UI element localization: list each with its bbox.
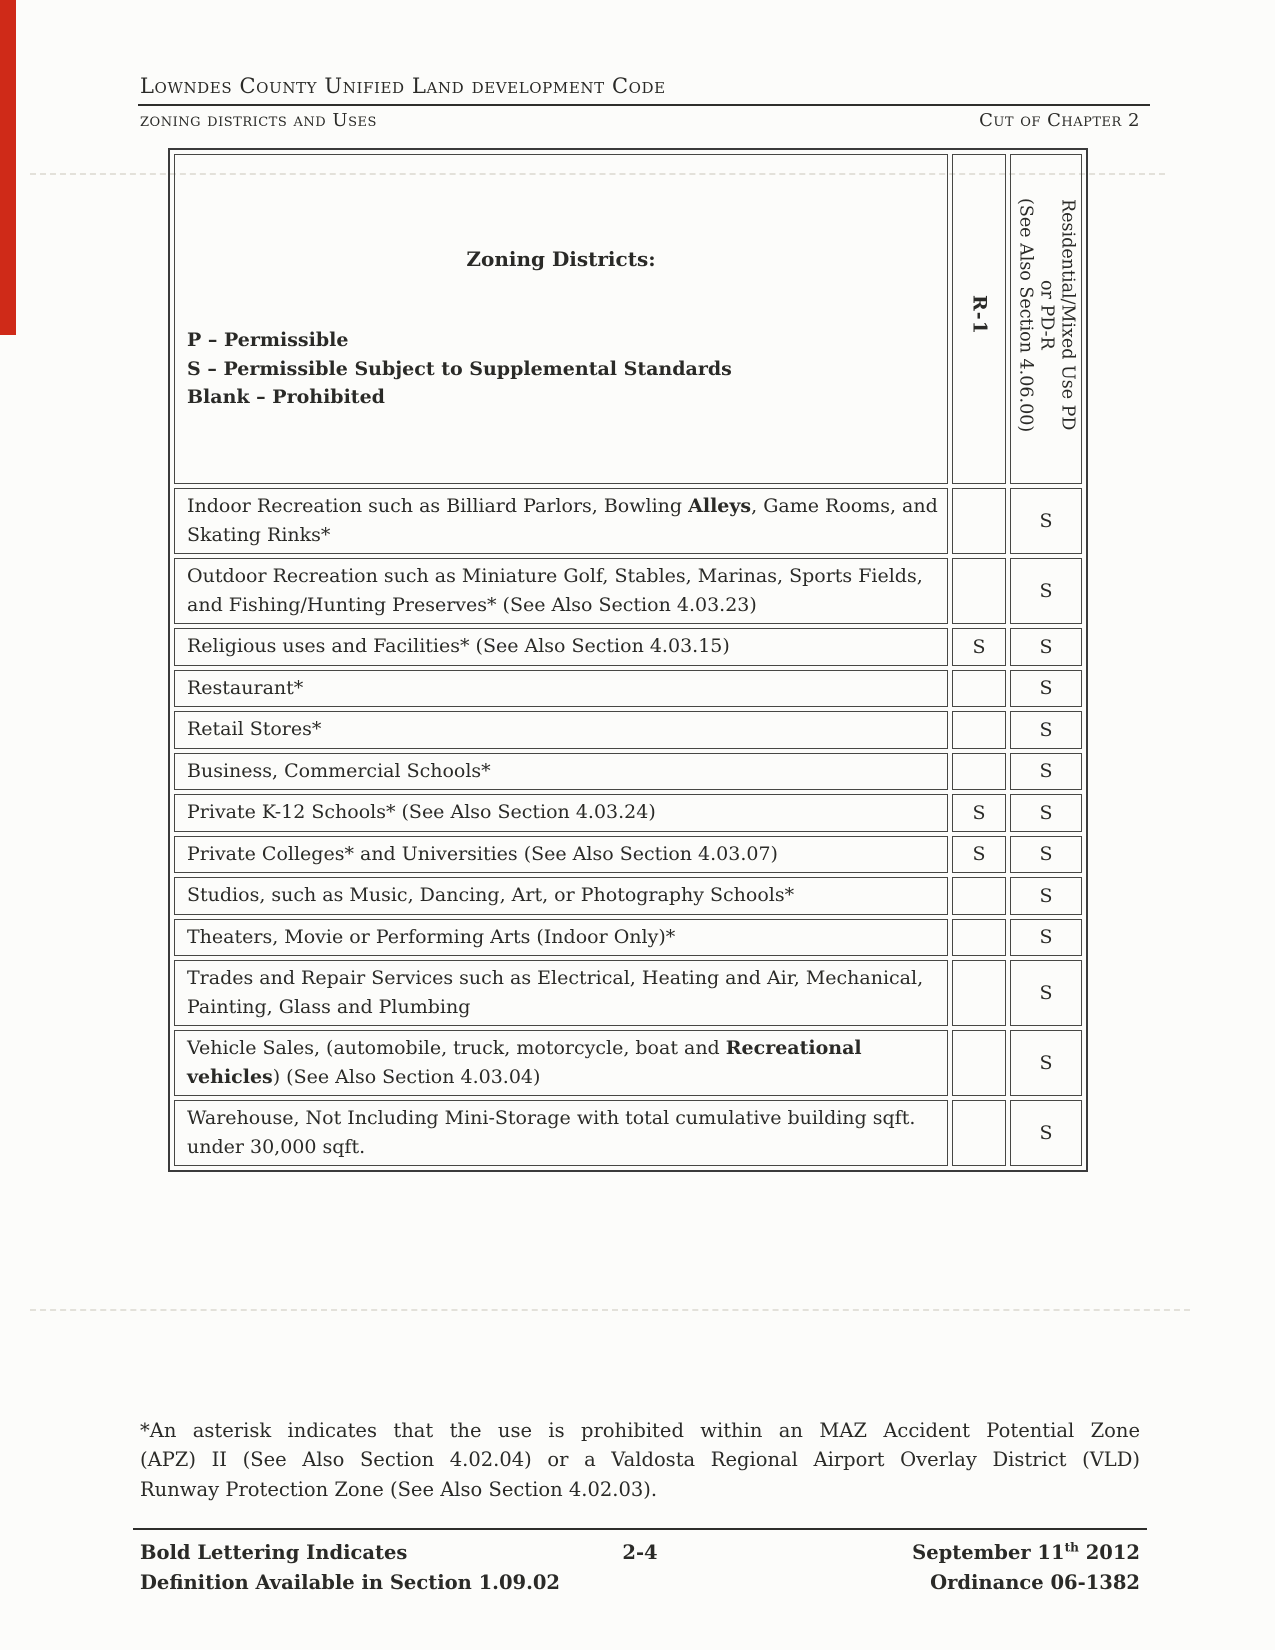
use-cell: Studios, such as Music, Dancing, Art, or Photography Schools* xyxy=(174,877,948,915)
column-header-r1: R-1 xyxy=(952,154,1006,484)
table-row xyxy=(174,794,1082,832)
footer-date: September 11th 2012 xyxy=(912,1540,1140,1564)
page-number: 2-4 xyxy=(622,1541,658,1564)
table-row xyxy=(174,753,1082,791)
pd-cell: S xyxy=(1010,711,1082,749)
pd-cell: S xyxy=(1010,488,1082,554)
table-title: Zoning Districts: xyxy=(466,247,656,272)
r1-cell xyxy=(952,1100,1006,1166)
table-legend xyxy=(185,326,937,412)
table-row xyxy=(174,711,1082,749)
legend-line: P – Permissible xyxy=(187,329,349,352)
legend-line: S – Permissible Subject to Supplemental Standards xyxy=(187,357,732,380)
use-cell: Private Colleges* and Universities (See Also Section 4.03.07) xyxy=(174,836,948,874)
use-cell: Private K-12 Schools* (See Also Section 4.03.24) xyxy=(174,794,948,832)
r1-cell: S xyxy=(952,836,1006,874)
footer-right xyxy=(912,1538,1140,1598)
r1-cell xyxy=(952,877,1006,915)
legend-line: Blank – Prohibited xyxy=(187,386,385,409)
use-cell: Restaurant* xyxy=(174,670,948,708)
footer-ordinance: Ordinance 06-1382 xyxy=(930,1571,1140,1595)
r1-cell xyxy=(952,1030,1006,1096)
table-row xyxy=(174,670,1082,708)
column-header-pd xyxy=(1010,154,1082,484)
pd-cell: S xyxy=(1010,836,1082,874)
table-row xyxy=(174,877,1082,915)
scan-red-margin-bar xyxy=(0,0,16,335)
pd-header-line: (See Also Section 4.06.00) xyxy=(1015,197,1036,432)
use-cell: Theaters, Movie or Performing Arts (Indoor Only)* xyxy=(174,919,948,957)
table-header-row xyxy=(174,154,1082,484)
pd-cell: S xyxy=(1010,753,1082,791)
document-title: Lowndes County Unified Land development Code xyxy=(140,74,666,98)
zoning-table xyxy=(168,148,1088,1172)
section-title-left: zoning districts and Uses xyxy=(140,110,377,131)
table-row xyxy=(174,558,1082,624)
pd-header-line: or PD-R xyxy=(1036,279,1057,350)
table-row xyxy=(174,628,1082,666)
use-cell: Religious uses and Facilities* (See Also Section 4.03.15) xyxy=(174,628,948,666)
use-cell: Retail Stores* xyxy=(174,711,948,749)
use-cell: Business, Commercial Schools* xyxy=(174,753,948,791)
table-row xyxy=(174,488,1082,554)
footer-left-line2: Definition Available in Section 1.09.02 xyxy=(140,1571,561,1595)
pd-cell: S xyxy=(1010,628,1082,666)
pd-cell: S xyxy=(1010,558,1082,624)
pd-header-line: Residential/Mixed Use PD xyxy=(1057,199,1078,431)
r1-cell: S xyxy=(952,628,1006,666)
pd-cell: S xyxy=(1010,670,1082,708)
r1-cell xyxy=(952,558,1006,624)
pd-cell: S xyxy=(1010,1100,1082,1166)
r1-cell xyxy=(952,960,1006,1026)
pd-cell: S xyxy=(1010,960,1082,1026)
footnote-line: (APZ) II (See Also Section 4.02.04) or a Valdosta Regional Airport Overlay District (VLD) xyxy=(140,1448,1140,1472)
use-cell: Trades and Repair Services such as Electrical, Heating and Air, Mechanical, Painting, Glass and Plumbing xyxy=(174,960,948,1026)
footer-left-line1: Bold Lettering Indicates xyxy=(140,1541,408,1564)
footnote-line: *An asterisk indicates that the use is prohibited within an MAZ Accident Potential Zone xyxy=(140,1419,1140,1442)
table-row xyxy=(174,960,1082,1026)
table-row xyxy=(174,919,1082,957)
pd-cell: S xyxy=(1010,919,1082,957)
table-row xyxy=(174,1100,1082,1166)
table-header-legend-cell xyxy=(174,154,948,484)
r1-cell xyxy=(952,670,1006,708)
footer-rule xyxy=(133,1528,1147,1530)
r1-cell: S xyxy=(952,794,1006,832)
use-cell: Indoor Recreation such as Billiard Parlors, Bowling Alleys, Game Rooms, and Skating Rinks* xyxy=(174,488,948,554)
footnote xyxy=(140,1416,1140,1504)
use-cell: Warehouse, Not Including Mini-Storage with total cumulative building sqft. under 30,000 sqft. xyxy=(174,1100,948,1166)
use-cell: Outdoor Recreation such as Miniature Golf, Stables, Marinas, Sports Fields, and Fishing/Hunting Preserves* (See Also Section 4.03.23) xyxy=(174,558,948,624)
header-rule xyxy=(138,104,1150,106)
scan-artifact-line xyxy=(30,1309,1190,1311)
table-row xyxy=(174,1030,1082,1096)
pd-cell: S xyxy=(1010,1030,1082,1096)
r1-cell xyxy=(952,488,1006,554)
r1-cell xyxy=(952,919,1006,957)
table-row xyxy=(174,836,1082,874)
date-ordinal-suffix: th xyxy=(1064,1540,1079,1555)
pd-cell: S xyxy=(1010,794,1082,832)
r1-cell xyxy=(952,711,1006,749)
use-cell: Vehicle Sales, (automobile, truck, motorcycle, boat and Recreational vehicles) (See Also Section 4.03.04) xyxy=(174,1030,948,1096)
footnote-line: Runway Protection Zone (See Also Section 4.02.03). xyxy=(140,1477,658,1501)
section-title-right: Cut of Chapter 2 xyxy=(979,110,1140,131)
r1-cell xyxy=(952,753,1006,791)
header-subtitle-row xyxy=(140,110,1140,131)
pd-cell: S xyxy=(1010,877,1082,915)
